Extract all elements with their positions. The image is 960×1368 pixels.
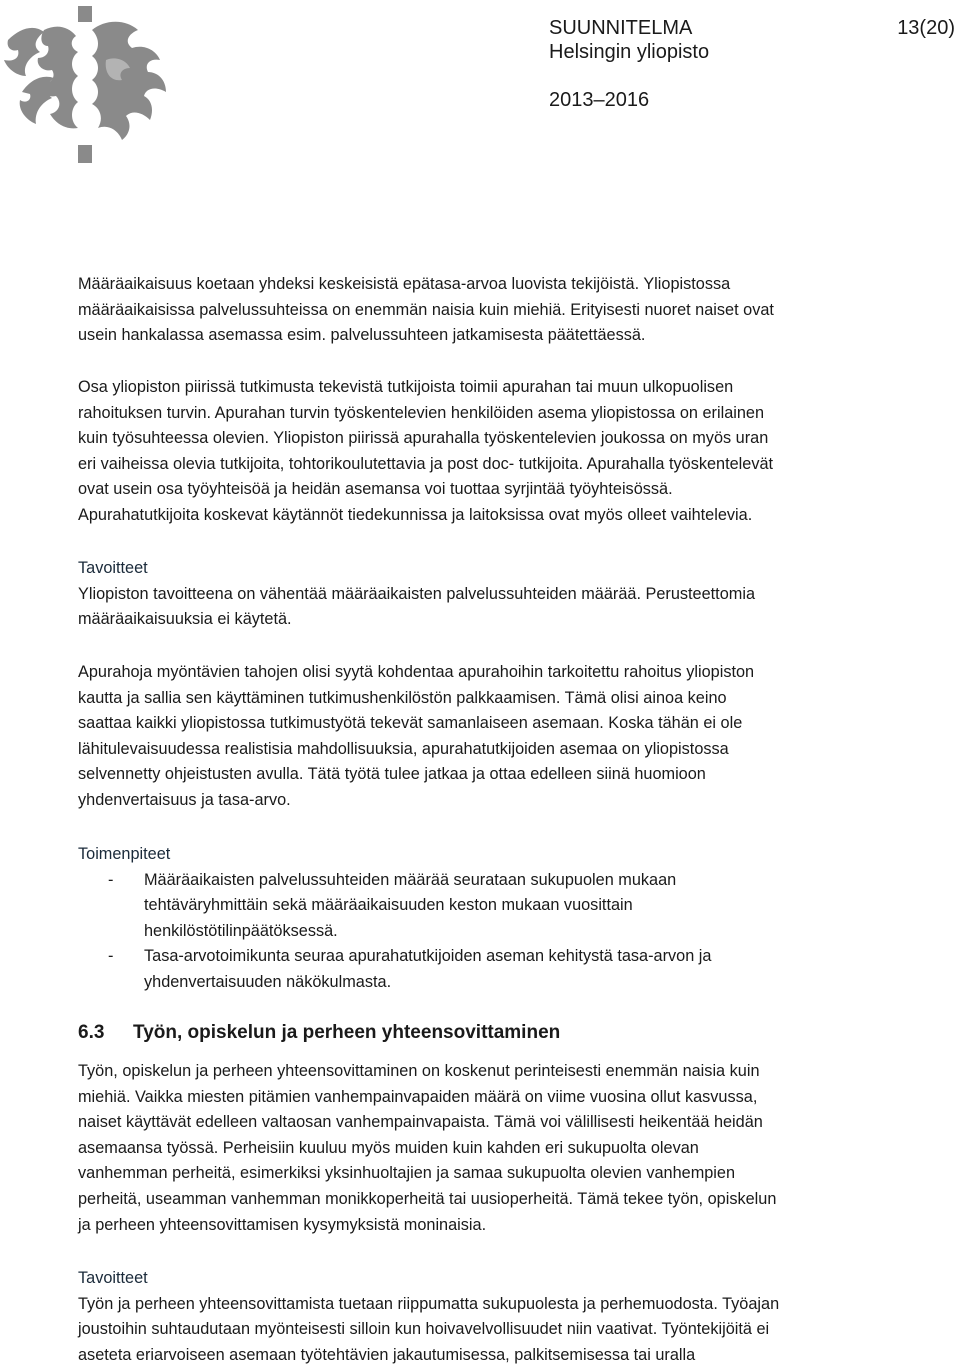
goals-block-2 — [78, 1266, 878, 1368]
text-line: yhdenvertaisuuden näkökulmasta. — [144, 972, 392, 991]
text-line: Määräaikaisuus koetaan yhdeksi keskeisistä epätasa-arvoa luovista tekijöistä. Yliopistossa — [78, 275, 731, 293]
text-line: kautta ja sallia sen käyttäminen tutkimushenkilöstön palkkaamisen. Tämä olisi ainoa keino — [78, 688, 727, 707]
paragraph-fixed-term — [78, 272, 878, 349]
text-line: Työn ja perheen yhteensovittamista tuetaan riippumatta sukupuolesta ja perhemuodosta. Työajan — [78, 1294, 780, 1313]
paragraph-work-family — [78, 1059, 878, 1238]
text-line: joustoihin suhtaudutaan myönteisesti silloin kun hoivavelvollisuudet niin vaativat. Työntekijöitä ei — [78, 1320, 770, 1339]
text-line: vanhemman perheitä, esimerkiksi yksinhuoltajien ja samaa sukupuolta olevien vanhempien — [78, 1164, 736, 1183]
document-type: SUUNNITELMA — [549, 17, 693, 39]
list-dash: - — [108, 947, 114, 966]
text-line: saattaa kaikki yliopistossa tutkimustyötä tekevät samanlaiseen asemaan. Koska tähän ei ole — [78, 714, 743, 733]
list-dash: - — [108, 870, 114, 889]
text-line: yhdenvertaisuus ja tasa-arvo. — [78, 790, 291, 809]
text-line: Tasa-arvotoimikunta seuraa apurahatutkijoiden aseman kehitystä tasa-arvon ja — [144, 947, 712, 966]
text-line: asemaansa työssä. Perheisiin kuuluu myös muiden kuin kahden eri sukupuolta olevan — [78, 1138, 699, 1157]
section-title: Työn, opiskelun ja perheen yhteensovittaminen — [133, 1022, 561, 1043]
university-flame-logo — [0, 0, 175, 170]
section-heading — [78, 1021, 878, 1045]
text-line: miehiä. Vaikka miesten pitämien vanhempainvapaiden määrä on viime vuosina ollut kasvussa, — [78, 1087, 758, 1106]
text-line: ja perheen yhteensovittamisen kysymyksistä moninaisia. — [78, 1215, 487, 1234]
section-number: 6.3 — [78, 1022, 105, 1043]
text-line: kuin työsuhteessa olevien. Yliopiston piirissä apurahalla työskentelevien joukossa on myös uran — [78, 429, 769, 448]
subheading-goals: Tavoitteet — [78, 559, 148, 577]
text-line: Osa yliopiston piirissä tutkimusta tekevistä tutkijoista toimii apurahan tai muun ulkopuolisen — [78, 378, 734, 396]
text-line: perheitä, useamman vanhemman monikkoperheitä tai uusioperheitä. Tämä tekee työn, opiskelun — [78, 1189, 777, 1208]
text-line: naiset käyttävät edelleen valtaosan vanhempainvapaista. Tämä voi välillisesti heikentää heidän — [78, 1113, 763, 1132]
text-line: ovat usein osa työyhteisöä ja heidän asemansa voi tuottaa syrjintää työyhteisössä. — [78, 480, 673, 499]
organization-name: Helsingin yliopisto — [549, 41, 710, 63]
text-line: Apurahoja myöntävien tahojen olisi syytä kohdentaa apurahoihin tarkoitettu rahoitus yliopiston — [78, 663, 755, 681]
text-line: henkilöstötilinpäätöksessä. — [144, 921, 338, 940]
text-line: tehtäväryhmittäin sekä määräaikaisuuden keston mukaan vuosittain — [144, 896, 633, 915]
text-line: aseteta eriarvoiseen asemaan työtehtävien jakautumisessa, palkitsemisessa tai uralla — [78, 1345, 696, 1364]
text-line: lähitulevaisuudessa realistisia mahdollisuuksia, apurahatutkijoiden asemaa on yliopistossa — [78, 739, 729, 758]
text-line: Yliopiston tavoitteena on vähentää määräaikaisten palvelussuhteiden määrää. Perusteettomia — [78, 584, 755, 603]
goals-block-1 — [78, 556, 878, 633]
date-range: 2013–2016 — [549, 89, 650, 111]
actions-block — [78, 842, 878, 996]
text-line: rahoituksen turvin. Apurahan turvin työskentelevien henkilöiden asema yliopistossa on erilainen — [78, 403, 765, 422]
subheading-actions: Toimenpiteet — [78, 845, 171, 863]
text-line: määräaikaisuuksia ei käytetä. — [78, 610, 292, 629]
paragraph-grant-funders — [78, 660, 878, 814]
text-line: eri vaiheissa olevia tutkijoita, tohtorikoulutettavia ja post doc- tutkijoita. Apurahalla työskentelevät — [78, 454, 774, 473]
text-line: Apurahatutkijoita koskevat käytännöt tiedekunnissa ja laitoksissa ovat myös olleet vaihtelevia. — [78, 505, 753, 524]
text-line: selvennetty ohjeistusten avulla. Tätä työtä tulee jatkaa ja ottaa edelleen siinä huomioon — [78, 765, 706, 784]
list-item — [78, 944, 878, 995]
text-line: Määräaikaisten palvelussuhteiden määrää seurataan sukupuolen mukaan — [144, 870, 677, 889]
list-item — [78, 868, 878, 945]
page-number: 13(20) — [897, 17, 955, 39]
text-line: Työn, opiskelun ja perheen yhteensovittaminen on koskenut perinteisesti enemmän naisia kuin — [78, 1062, 760, 1080]
text-line: usein hankalassa asemassa esim. palvelussuhteen jatkamisesta päätettäessä. — [78, 326, 646, 345]
text-line: määräaikaisissa palvelussuhteissa on enemmän naisia kuin miehiä. Erityisesti nuoret naiset ovat — [78, 300, 774, 319]
paragraph-grant-researchers — [78, 375, 878, 529]
subheading-goals: Tavoitteet — [78, 1269, 148, 1287]
